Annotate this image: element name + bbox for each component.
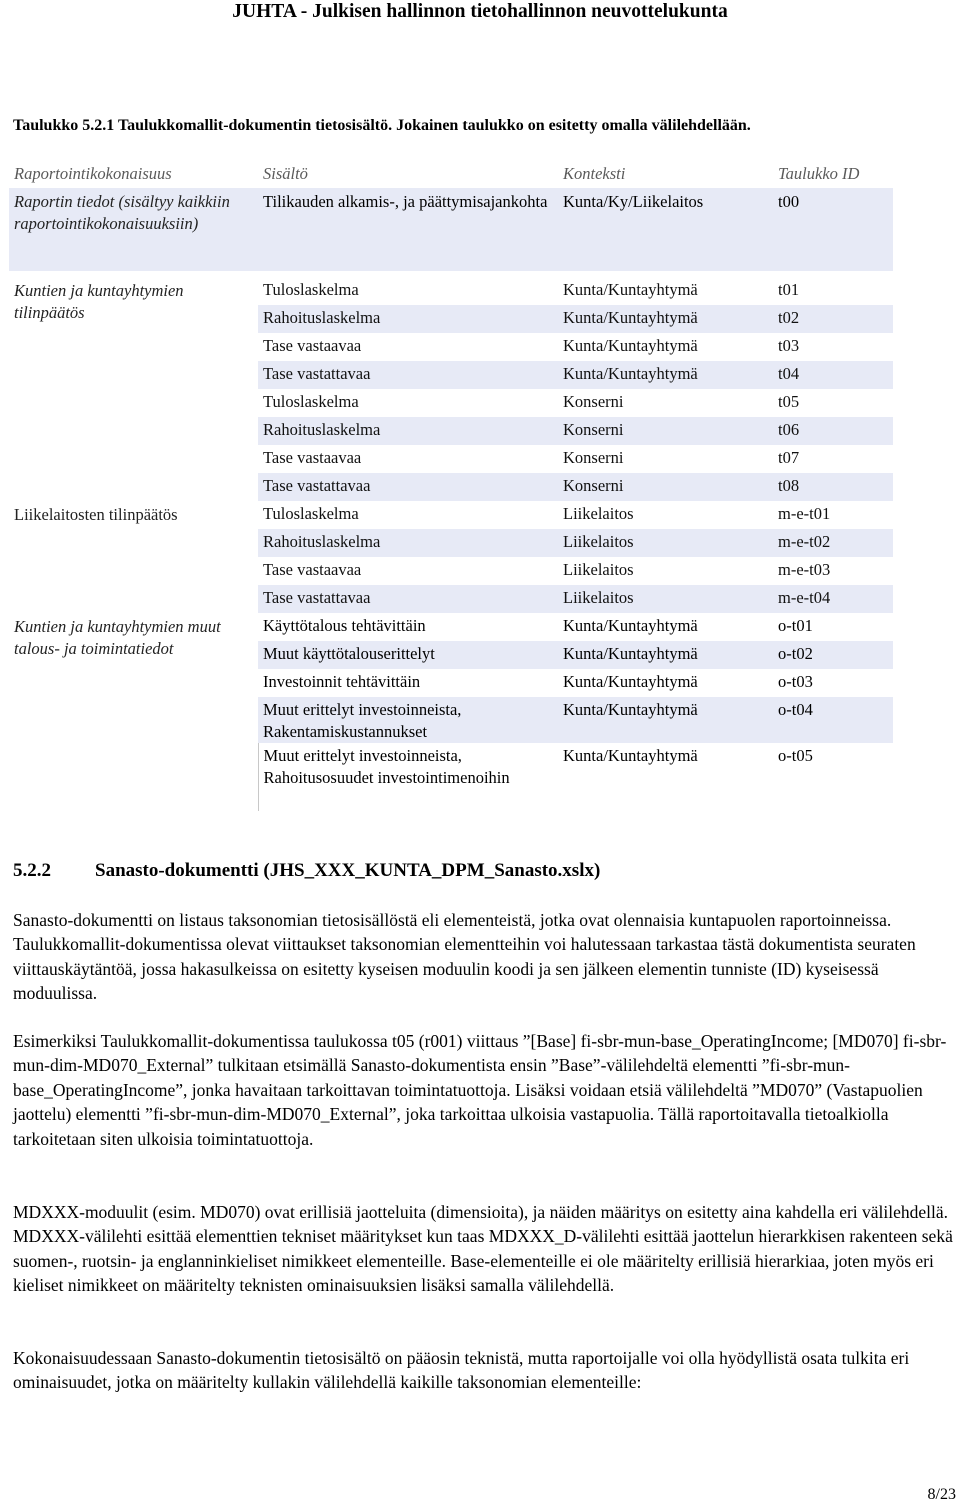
- row-content: Investoinnit tehtävittäin: [263, 672, 421, 691]
- page-number: 8/23: [927, 1486, 956, 1503]
- row-id: o-t01: [778, 616, 813, 635]
- row-id: t06: [773, 417, 893, 445]
- row-context: Liikelaitos: [563, 560, 634, 579]
- row-context: Kunta/Kuntayhtymä: [563, 336, 698, 355]
- header-content: Sisältö: [263, 164, 308, 183]
- paragraph: Esimerkiksi Taulukkomallit-dokumentissa taulukossa t05 (r001) viittaus ”[Base] fi-sbr-mun-base_OperatingIncome; [MD070] fi-sbr-mun-dim-MD070_External” tulkitaan etsimällä Sanasto-dokumentista ensin ”Base”-välilehdeltä elementti ”fi-sbr-mun-base_OperatingIncome”, jonka havaitaan tarkoittavan toimintatuottoja. Lisäksi voidaan etsiä välilehdeltä ”MD070” (Vastapuolien jaottelu) elementti ”fi-sbr-mun-dim-MD070_External”, joka tarkoittaa ulkoisia vastapuolia. Tällä raportoitavalla tietoalkiolla tarkoitetaan siten ulkoisia toimintatuottoja.: [13, 1031, 947, 1149]
- table-row: [9, 613, 893, 641]
- table-caption: Taulukko 5.2.1 Taulukkomallit-dokumentin tietosisältö. Jokainen taulukko on esitetty omalla välilehdellään.: [13, 117, 751, 134]
- row-content: Rahoituslaskelma: [258, 529, 558, 557]
- row-context: Konserni: [558, 417, 773, 445]
- row-id: t05: [778, 392, 800, 411]
- row-content: Muut erittelyt investoinneista, Rahoitusosuudet investointimenoihin: [258, 743, 558, 811]
- row-context: Kunta/Kuntayhtymä: [558, 641, 773, 669]
- header-table-id: Taulukko ID: [778, 164, 860, 183]
- row-id: o-t03: [778, 672, 813, 691]
- row-context: Kunta/Kuntayhtymä: [563, 746, 698, 765]
- row-content: Tase vastaavaa: [263, 560, 362, 579]
- row-content: Tase vastattavaa: [258, 473, 558, 501]
- header-context: Konteksti: [563, 164, 626, 183]
- row-content: Tuloslaskelma: [263, 280, 359, 299]
- row-context: Kunta/Kuntayhtymä: [563, 616, 698, 635]
- row-content: Käyttötalous tehtävittäin: [263, 616, 426, 635]
- row-context: Konserni: [558, 473, 773, 501]
- document-header-title: JUHTA - Julkisen hallinnon tietohallinnon neuvottelukunta: [232, 1, 728, 22]
- row-content: Tase vastaavaa: [263, 336, 362, 355]
- table-row: [9, 501, 893, 529]
- row-content: Tilikauden alkamis-, ja päättymisajankohta: [258, 188, 558, 271]
- row-id: t00: [773, 188, 893, 271]
- row-id: m-e-t03: [778, 560, 831, 579]
- row-id: m-e-t01: [778, 504, 831, 523]
- row-id: t07: [778, 448, 800, 467]
- group-label: Liikelaitosten tilinpäätös: [14, 505, 178, 524]
- row-context: Liikelaitos: [563, 504, 634, 523]
- row-content: Tuloslaskelma: [263, 392, 359, 411]
- row-id: o-t04: [773, 697, 893, 743]
- header-reporting-entity: Raportointikokonaisuus: [14, 164, 172, 183]
- row-content: Rahoituslaskelma: [258, 305, 558, 333]
- section-title: Sanasto-dokumentti (JHS_XXX_KUNTA_DPM_Sanasto.xslx): [95, 860, 601, 881]
- row-id: t04: [773, 361, 893, 389]
- row-context: Konserni: [563, 448, 624, 467]
- section-heading: [13, 860, 600, 882]
- row-content: Tase vastattavaa: [258, 585, 558, 613]
- row-context: Liikelaitos: [558, 529, 773, 557]
- row-context: Kunta/Ky/Liikelaitos: [558, 188, 773, 271]
- row-id: t02: [773, 305, 893, 333]
- row-content: Tase vastaavaa: [263, 448, 362, 467]
- row-context: Kunta/Kuntayhtymä: [563, 672, 698, 691]
- row-id: t03: [778, 336, 800, 355]
- row-context: Kunta/Kuntayhtymä: [558, 361, 773, 389]
- row-id: o-t05: [778, 746, 813, 765]
- row-context: Kunta/Kuntayhtymä: [558, 305, 773, 333]
- section-number: 5.2.2: [13, 860, 51, 881]
- row-context: Konserni: [563, 392, 624, 411]
- row-content: Tuloslaskelma: [263, 504, 359, 523]
- group-label: Raportin tiedot (sisältyy kaikkiin raportointikokonaisuuksiin): [9, 188, 258, 271]
- paragraph: Kokonaisuudessaan Sanasto-dokumentin tietosisältö on pääosin teknistä, mutta raportoijalle voi olla hyödyllistä osata tulkita eri ominaisuudet, jotka on määritelty kullakin välilehdellä kaikille taksonomian elementeille:: [13, 1348, 910, 1393]
- paragraph: MDXXX-moduulit (esim. MD070) ovat erillisiä jaotteluita (dimensioita), ja näiden määritys on esitetty aina kahdella eri välilehdellä. MDXXX-välilehti esittää elementtien tekniset määritykset kun taas MDXXX_D-välilehti esittää jaottelun hierarkkisen rakenteen sekä suomen-, ruotsin- ja englanninkieliset nimikkeet elementeille. Base-elementeille ei ole määritelty erillisiä hierarkiaa, joten myös eri kieliset nimikkeet on määritelty teknisten ominaisuuksien lisäksi samalla välilehdellä.: [13, 1202, 953, 1296]
- row-context: Liikelaitos: [558, 585, 773, 613]
- row-id: t08: [773, 473, 893, 501]
- row-content: Muut käyttötalouserittelyt: [258, 641, 558, 669]
- group-label: Kuntien ja kuntayhtymien muut talous- ja toimintatiedot: [14, 617, 221, 658]
- row-context: Kunta/Kuntayhtymä: [558, 697, 773, 743]
- row-id: m-e-t04: [773, 585, 893, 613]
- row-id: o-t02: [773, 641, 893, 669]
- row-context: Kunta/Kuntayhtymä: [563, 280, 698, 299]
- row-id: m-e-t02: [773, 529, 893, 557]
- row-content: Muut erittelyt investoinneista, Rakentamiskustannukset: [258, 697, 558, 743]
- content-table: [9, 158, 893, 811]
- table-row: [9, 277, 893, 305]
- group-label: Kuntien ja kuntayhtymien tilinpäätös: [14, 281, 184, 322]
- row-content: Tase vastattavaa: [258, 361, 558, 389]
- row-content: Rahoituslaskelma: [258, 417, 558, 445]
- row-id: t01: [778, 280, 800, 299]
- table-header-row: [9, 158, 893, 188]
- table-row: [9, 188, 893, 271]
- paragraph: Sanasto-dokumentti on listaus taksonomian tietosisällöstä eli elementeistä, jotka ovat olennaisia kuntapuolen raportoinneissa. Taulukkomallit-dokumentissa olevat viittaukset taksonomian elementteihin voi halutessaan tarkastaa tästä dokumentista seuraten viittauskäytäntöä, jossa hakasulkeissa on esitetty kyseisen moduulin koodi ja sen jälkeen elementin tunniste (ID) kyseisessä moduulissa.: [13, 910, 916, 1004]
